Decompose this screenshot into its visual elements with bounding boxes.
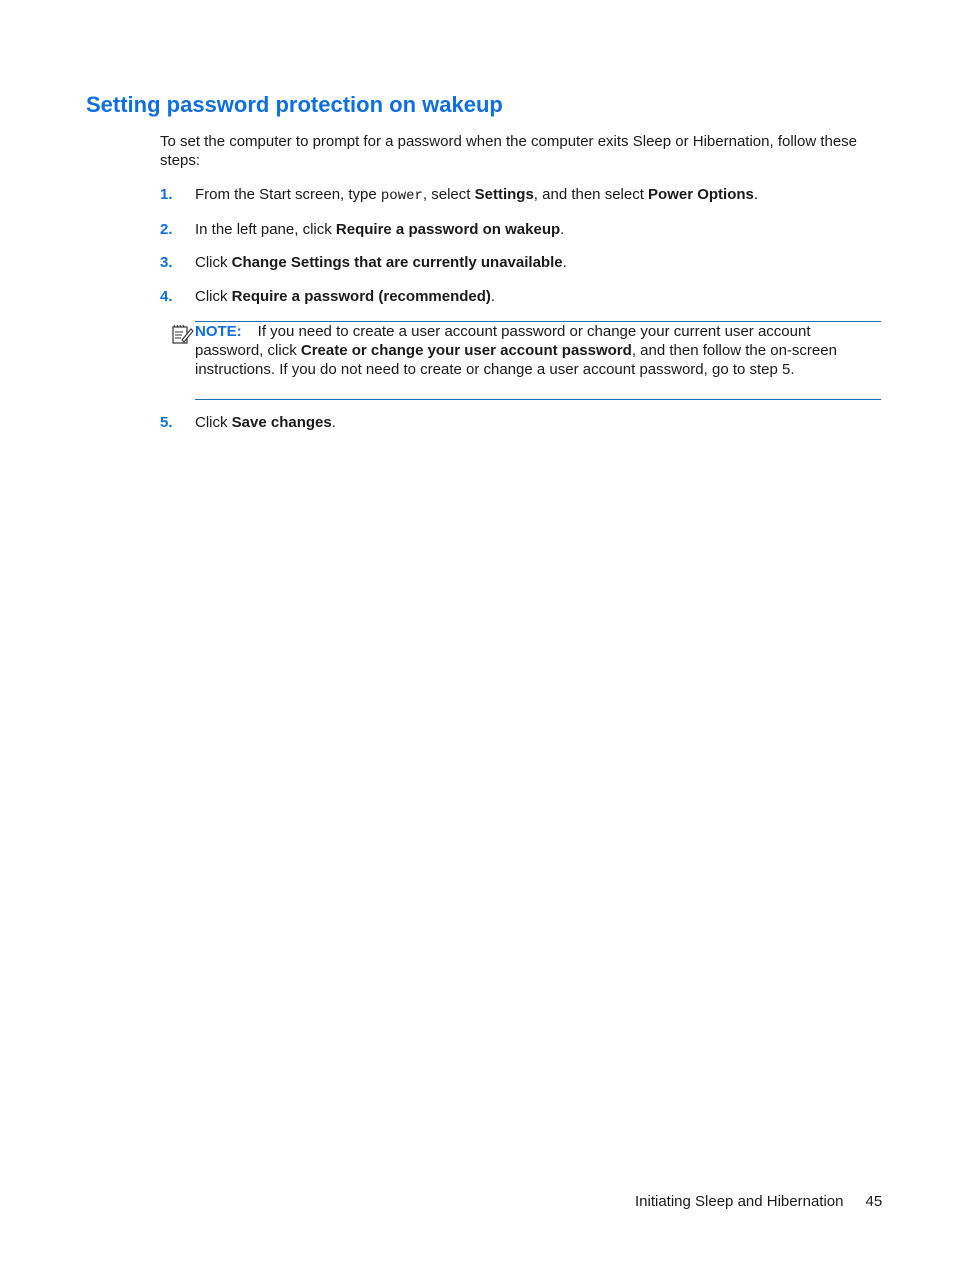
step-text: Click Require a password (recommended). bbox=[195, 288, 496, 305]
step-number: 4. bbox=[160, 288, 173, 305]
footer-section-title: Initiating Sleep and Hibernation bbox=[635, 1193, 844, 1210]
step-number: 5. bbox=[160, 414, 173, 431]
step-number: 1. bbox=[160, 186, 173, 203]
step-text: In the left pane, click Require a password on wakeup. bbox=[195, 221, 565, 238]
command-text: power bbox=[380, 188, 423, 204]
note-box bbox=[195, 321, 881, 400]
step-number: 3. bbox=[160, 254, 173, 271]
step-number: 2. bbox=[160, 221, 173, 238]
note-icon bbox=[170, 322, 194, 346]
step-text: Click Save changes. bbox=[195, 414, 336, 431]
page-number: 45 bbox=[865, 1193, 883, 1210]
intro-paragraph: To set the computer to prompt for a password when the computer exits Sleep or Hibernation, follow these steps: bbox=[160, 133, 858, 169]
step-text: Click Change Settings that are currently unavailable. bbox=[195, 254, 567, 271]
note-label: NOTE: bbox=[195, 323, 242, 340]
step-text: From the Start screen, type power, select Settings, and then select Power Options. bbox=[195, 186, 759, 204]
note-text: NOTE: If you need to create a user account password or change your current user account password, click Create or change your user account password, and then follow the on-screen instructions. If you do not need to create or change a user account password, go to step 5. bbox=[195, 323, 837, 378]
page-footer bbox=[635, 1192, 882, 1211]
page-title: Setting password protection on wakeup bbox=[86, 92, 503, 117]
note-bold-link-text: Create or change your user account password bbox=[300, 342, 632, 359]
